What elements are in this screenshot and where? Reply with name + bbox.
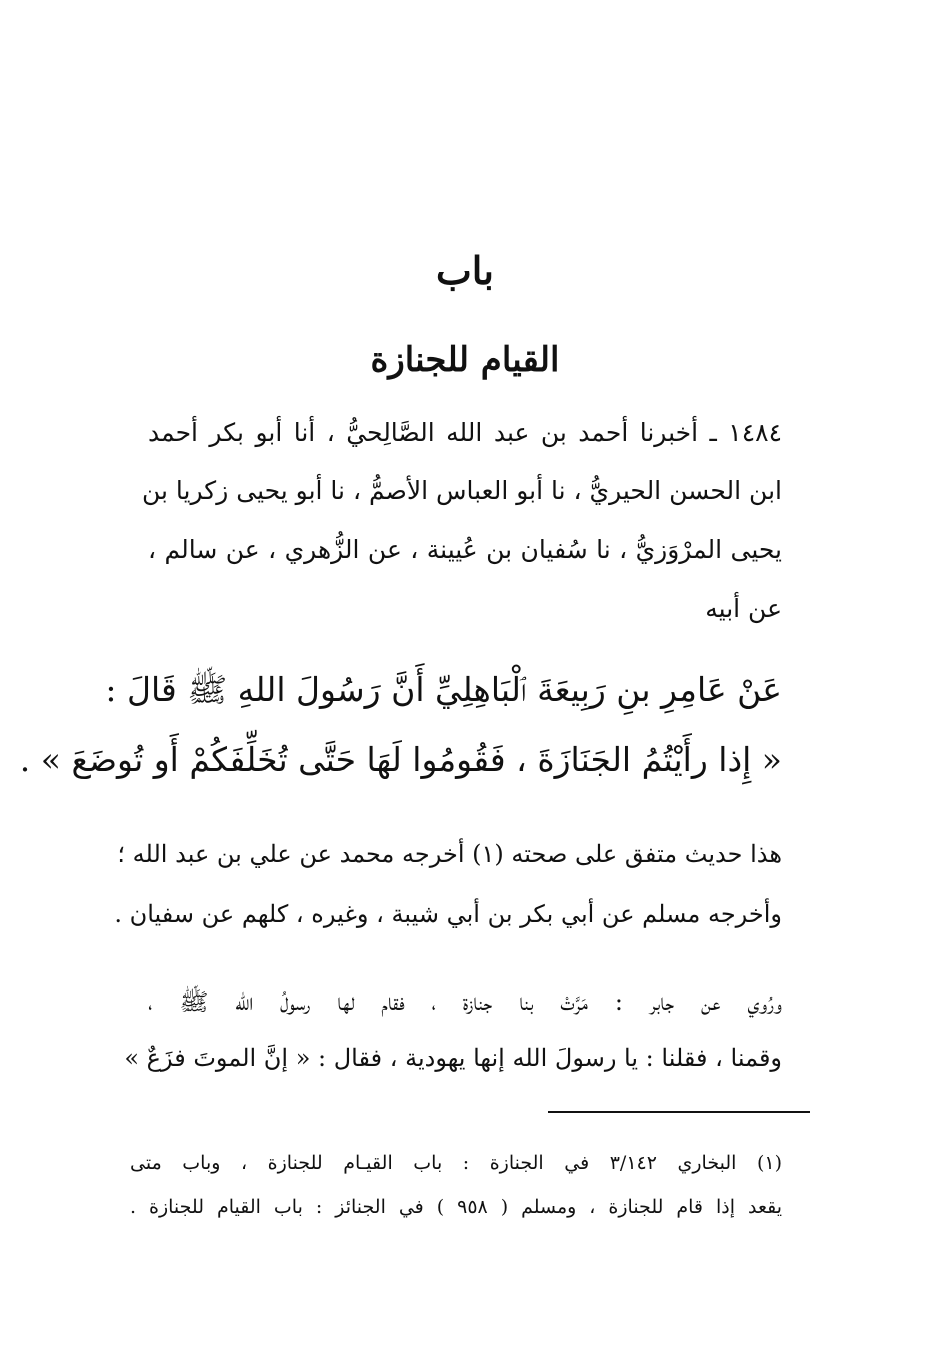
commentary-line: هذا حديث متفق على صحته (١) أخرجه محمد عن علي بن عبد الله ؛ bbox=[117, 840, 782, 868]
isnad-line: يحيى المرْوَزيُّ ، نا سُفيان بن عُيينة ، عن الزُّهري ، عن سالم ، bbox=[148, 535, 782, 564]
footnote-line: (١) البخاري ٣/١٤٢ في الجنازة : باب القيـام للجنازة ، وباب متى bbox=[130, 1152, 782, 1174]
isnad-line: ١٤٨٤ ـ أخبرنا أحمد بن عبد الله الصَّالِحيُّ ، أنا أبو بكر أحمد bbox=[148, 418, 782, 447]
isnad-line: ابن الحسن الحيريُّ ، نا أبو العباس الأصمُّ ، نا أبو يحيى زكريا بن bbox=[142, 476, 782, 505]
footnote-line: يقعد إذا قام للجنازة ، ومسلم ( ٩٥٨ ) في الجنائز : باب القيام للجنازة . bbox=[130, 1196, 783, 1218]
commentary-line: وقمنا ، فقلنا : يا رسولَ الله إنها يهودية ، فقال : « إنَّ الموتَ فزَعٌ » bbox=[124, 1044, 782, 1072]
commentary-line: ورُوي عن جابر : مَرَّتْ بنا جنازة ، فقام لها رسولُ الله ﷺ ، bbox=[148, 988, 782, 1016]
isnad-line: عن أبيه bbox=[705, 594, 782, 623]
commentary-line: وأخرجه مسلم عن أبي بكر بن أبي شيبة ، وغيره ، كلهم عن سفيان . bbox=[114, 900, 782, 928]
hadith-text-line: عَنْ عَامِرِ بنِ رَبِيعَةَ ٱلْبَاهِلِيِّ أَنَّ رَسُولَ اللهِ ﷺ قَالَ : bbox=[105, 670, 782, 709]
footnote-separator bbox=[548, 1111, 810, 1113]
hadith-text-line: « إِذا رأَيْتُمُ الجَنَازَةَ ، فَقُومُوا لَهَا حَتَّى تُخَلِّفَكُمْ أَو تُوضَعَ » . bbox=[19, 740, 782, 779]
chapter-heading: باب bbox=[436, 248, 494, 293]
section-title: القيام للجنازة bbox=[370, 340, 560, 380]
